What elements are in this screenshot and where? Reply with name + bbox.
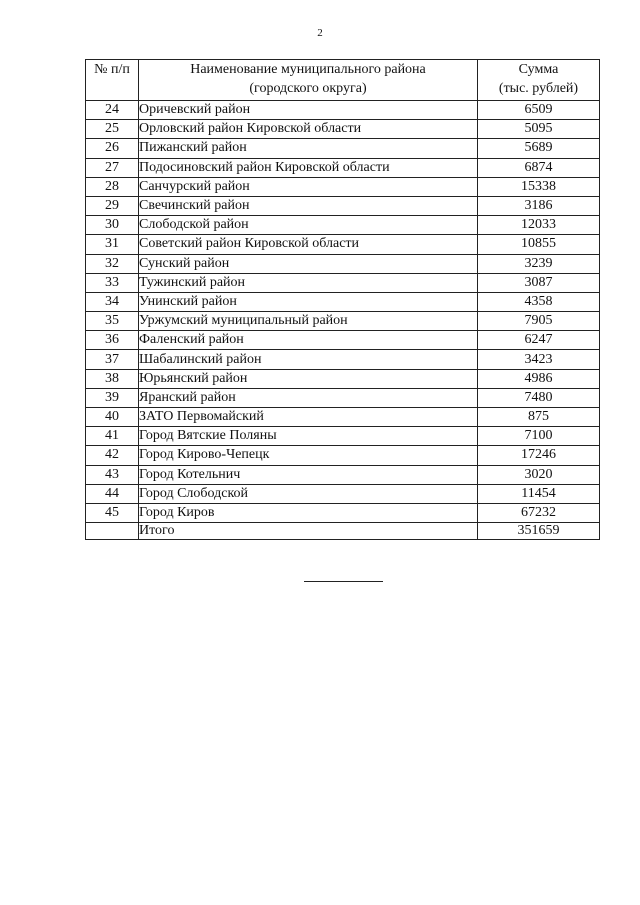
header-sum-line2: (тыс. рублей): [498, 81, 579, 96]
district-name-cell: Фаленский район: [139, 331, 478, 350]
sum-cell: 3087: [478, 273, 600, 292]
sum-cell: 7905: [478, 312, 600, 331]
sum-cell: 12033: [478, 216, 600, 235]
table-row: [86, 312, 600, 331]
header-district-name: [139, 60, 478, 101]
district-name-cell: Санчурский район: [139, 177, 478, 196]
table-row: [86, 196, 600, 215]
district-name-cell: Свечинский район: [139, 196, 478, 215]
sum-cell: 10855: [478, 235, 600, 254]
row-number-cell: 39: [86, 388, 139, 407]
district-name-cell: Орловский район Кировской области: [139, 120, 478, 139]
district-name-cell: Тужинский район: [139, 273, 478, 292]
sum-cell: 6509: [478, 101, 600, 120]
header-sum: [478, 60, 600, 101]
table-row: [86, 427, 600, 446]
table-row: [86, 369, 600, 388]
row-number-cell: 24: [86, 101, 139, 120]
table-row: [86, 216, 600, 235]
sum-cell: 3186: [478, 196, 600, 215]
district-name-cell: ЗАТО Первомайский: [139, 408, 478, 427]
table-row: [86, 273, 600, 292]
end-of-document-rule: [304, 581, 383, 582]
sum-cell: 11454: [478, 484, 600, 503]
sum-cell: 7480: [478, 388, 600, 407]
district-name-cell: Город Киров: [139, 503, 478, 522]
sum-cell: 5095: [478, 120, 600, 139]
header-number: № п/п: [86, 60, 139, 101]
row-number-cell: 27: [86, 158, 139, 177]
page-number: 2: [317, 27, 323, 39]
district-name-cell: Унинский район: [139, 292, 478, 311]
table-row: [86, 388, 600, 407]
sum-cell: 3020: [478, 465, 600, 484]
row-number-cell: 40: [86, 408, 139, 427]
table-row: [86, 120, 600, 139]
allocation-table: [85, 59, 600, 540]
row-number-cell: 41: [86, 427, 139, 446]
table-row: [86, 331, 600, 350]
sum-cell: 67232: [478, 503, 600, 522]
header-district-name-line2: (городского округа): [249, 81, 367, 96]
row-number-cell: 38: [86, 369, 139, 388]
row-number-cell: 33: [86, 273, 139, 292]
table-row: [86, 350, 600, 369]
total-number-cell: [86, 523, 139, 540]
sum-cell: 875: [478, 408, 600, 427]
row-number-cell: 29: [86, 196, 139, 215]
district-name-cell: Слободской район: [139, 216, 478, 235]
district-name-cell: Уржумский муниципальный район: [139, 312, 478, 331]
sum-cell: 3239: [478, 254, 600, 273]
table-header-row: [86, 60, 600, 101]
district-name-cell: Юрьянский район: [139, 369, 478, 388]
row-number-cell: 42: [86, 446, 139, 465]
total-row: [86, 523, 600, 540]
total-sum: 351659: [478, 523, 600, 540]
sum-cell: 7100: [478, 427, 600, 446]
district-name-cell: Оричевский район: [139, 101, 478, 120]
row-number-cell: 36: [86, 331, 139, 350]
sum-cell: 3423: [478, 350, 600, 369]
sum-cell: 6874: [478, 158, 600, 177]
row-number-cell: 35: [86, 312, 139, 331]
table-row: [86, 177, 600, 196]
total-label: Итого: [139, 523, 478, 540]
row-number-cell: 45: [86, 503, 139, 522]
table-row: [86, 465, 600, 484]
district-name-cell: Подосиновский район Кировской области: [139, 158, 478, 177]
table-row: [86, 446, 600, 465]
row-number-cell: 43: [86, 465, 139, 484]
sum-cell: 5689: [478, 139, 600, 158]
table-body: [86, 101, 600, 523]
district-name-cell: Город Котельнич: [139, 465, 478, 484]
district-name-cell: Сунский район: [139, 254, 478, 273]
district-name-cell: Город Вятские Поляны: [139, 427, 478, 446]
table-row: [86, 484, 600, 503]
row-number-cell: 34: [86, 292, 139, 311]
sum-cell: 4358: [478, 292, 600, 311]
table-row: [86, 503, 600, 522]
header-district-name-line1: Наименование муниципального района: [190, 62, 426, 77]
table-row: [86, 101, 600, 120]
district-name-cell: Пижанский район: [139, 139, 478, 158]
row-number-cell: 37: [86, 350, 139, 369]
table-row: [86, 158, 600, 177]
row-number-cell: 25: [86, 120, 139, 139]
row-number-cell: 28: [86, 177, 139, 196]
sum-cell: 15338: [478, 177, 600, 196]
table-row: [86, 408, 600, 427]
sum-cell: 17246: [478, 446, 600, 465]
row-number-cell: 32: [86, 254, 139, 273]
district-name-cell: Шабалинский район: [139, 350, 478, 369]
district-name-cell: Яранский район: [139, 388, 478, 407]
row-number-cell: 30: [86, 216, 139, 235]
row-number-cell: 31: [86, 235, 139, 254]
header-sum-line1: Сумма: [518, 62, 559, 77]
table-row: [86, 235, 600, 254]
row-number-cell: 44: [86, 484, 139, 503]
district-name-cell: Советский район Кировской области: [139, 235, 478, 254]
sum-cell: 6247: [478, 331, 600, 350]
district-name-cell: Город Слободской: [139, 484, 478, 503]
sum-cell: 4986: [478, 369, 600, 388]
table-row: [86, 139, 600, 158]
district-name-cell: Город Кирово-Чепецк: [139, 446, 478, 465]
table-row: [86, 254, 600, 273]
table-row: [86, 292, 600, 311]
row-number-cell: 26: [86, 139, 139, 158]
